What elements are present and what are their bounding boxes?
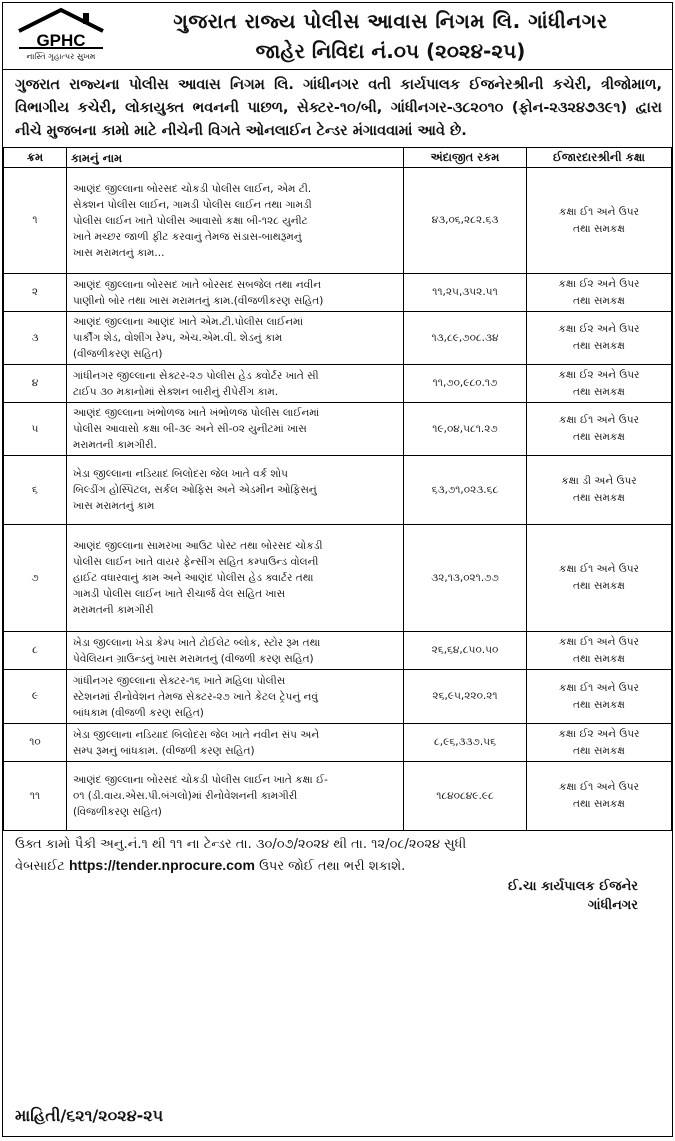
footer-website-suffix: ઉપર જોઈ તથા ભરી શકાશે. <box>259 859 406 874</box>
notice-title: ગુજરાત રાજ્ય પોલીસ આવાસ નિગમ લિ. ગાંધીનગર <box>173 9 608 33</box>
footer-website-line <box>15 855 662 877</box>
row-amount: ૧૩,૮૯,૭૦૮.૩૪ <box>404 312 527 365</box>
row-amount: ૧૧,૨૫,૩૫૨.૫૧ <box>404 274 527 312</box>
work-line: પોલીસ આવાસો કક્ષા બી-૩૯ અને સી-૦૨ યુનીટમાં ખાસ <box>73 423 307 435</box>
class-line: કક્ષા ઈ૧ અને ઉપર <box>559 414 639 426</box>
table-row <box>4 312 672 365</box>
row-contractor-class <box>527 525 672 632</box>
table-body <box>4 168 672 831</box>
class-line: કક્ષા ઈ૨ અને ઉપર <box>558 368 640 381</box>
work-line: ખેડા જીલ્લાના ખેડા કેમ્પ ખાતે ટોઈલેટ બ્લોક, સ્ટોર રૂમ તથા <box>73 636 321 649</box>
class-line: કક્ષા ડી અને ઉપર <box>561 475 637 487</box>
row-amount: ૮,૯૬,૩૩૭.૫૬ <box>404 724 527 762</box>
table-row <box>4 168 672 274</box>
header-work: કામનું નામ <box>67 148 404 168</box>
header-amount: અંદાજીત રકમ <box>404 148 527 168</box>
table-row <box>4 274 672 312</box>
row-sn: ૧ <box>4 168 67 274</box>
table-row <box>4 403 672 456</box>
tender-table <box>3 147 672 831</box>
row-contractor-class <box>527 456 672 525</box>
class-line: તથા સમકક્ષ <box>573 492 625 504</box>
work-line: પાણીનો બોર તથા ખાસ મરામતનું કામ.(વીજળીકરણ સહિત) <box>73 294 324 307</box>
footer-dates: ઉક્ત કામો પૈકી અનુ.નં.૧ થી ૧૧ ના ટેન્ડર તા. ૩૦/૦૭/૨૦૨૪ થી તા. ૧૨/૦૮/૨૦૨૪ સુધી <box>15 837 467 852</box>
row-work-name <box>67 724 404 762</box>
row-work-name <box>67 456 404 525</box>
row-contractor-class <box>527 632 672 670</box>
row-work-name <box>67 670 404 724</box>
class-line: તથા સમકક્ષ <box>573 580 625 592</box>
work-line: સમ્પ રૂમનું બાંધકામ. (વીજળી કરણ સહિત) <box>73 744 255 757</box>
work-line: પાર્કીંગ શેડ, વોશીંગ રેમ્પ, એચ.એમ.વી. શેડનું કામ <box>73 332 283 344</box>
tender-website-link[interactable]: https://tender.nprocure.com <box>69 857 255 873</box>
row-contractor-class <box>527 312 672 365</box>
tender-notice <box>2 2 673 1137</box>
class-line: કક્ષા ઈ૧ અને ઉપર <box>559 681 639 694</box>
work-line: આણંદ જીલ્લાના બોરસદ ખાતે બોરસદ સબજેલ તથા નવીન <box>73 278 322 291</box>
work-line: સ્ટેશનમાં રીનોવેશન તેમજ સેક્ટર-૨૭ ખાતે કેટલ ટ્રેપનું નવું <box>73 690 318 703</box>
class-line: તથા સમકક્ષ <box>573 385 625 398</box>
signature-block <box>3 877 672 915</box>
work-line: ગાંધીનગર જીલ્લાના સેક્ટર-૧૬ ખાતે મહિલા પોલીસ <box>73 674 286 687</box>
work-line: ખેડા જીલ્લાના નડિયાદ બિલોદરા જેલ ખાતે વર્ક શોપ <box>73 468 288 480</box>
work-line: આણંદ જીલ્લાના બોરસદ ચોકડી પોલીસ લાઈન, એમ ટી. <box>73 182 312 195</box>
row-amount: ૨૬,૬૪,૮૫૦.૫૦ <box>404 632 527 670</box>
work-line: મરામતની કામગીરી <box>73 604 154 616</box>
work-line: ગામડી પોલીસ લાઈન ખાતે રીચાર્જ વેલ સહિત ખાસ <box>73 588 286 600</box>
table-row <box>4 365 672 403</box>
row-work-name <box>67 274 404 312</box>
header-class: ઈજારદારશ્રીની કક્ષા <box>527 148 672 168</box>
row-sn: ૭ <box>4 525 67 632</box>
class-line: તથા સમકક્ષ <box>573 698 625 711</box>
row-amount: ૪૩,૦૬,૨૮૨.૬૩ <box>404 168 527 274</box>
table-row <box>4 670 672 724</box>
table-row <box>4 724 672 762</box>
class-line: તથા સમકક્ષ <box>573 798 625 810</box>
row-sn: ૩ <box>4 312 67 365</box>
work-line: ટાઈપ ૩૦ મકાનોમાં સેક્શન બારીનું રીપેરીંગ કામ. <box>73 385 279 398</box>
reference-number: માહિતી/૬૨૧/૨૦૨૪-૨૫ <box>15 1106 164 1125</box>
signatory-place: ગાંધીનગર <box>587 898 638 913</box>
work-line: સેક્શન પોલીસ લાઈન, ગામડી પોલીસ લાઈન તથા ગામડી <box>73 198 312 211</box>
row-work-name <box>67 762 404 831</box>
class-line: કક્ષા ઈ૧ અને ઉપર <box>559 635 639 648</box>
work-line: બિલ્ડીંગ હોસ્પિટલ, સર્કલ ઓફિસ અને એડમીન ઓફિસનું <box>73 484 317 496</box>
work-line: પેવેલિયન ગ્રાઉન્ડનું ખાસ મરામતનું (વીજળી કરણ સહિત) <box>73 652 314 665</box>
row-contractor-class <box>527 168 672 274</box>
row-work-name <box>67 632 404 670</box>
work-line: આણંદ જીલ્લાના સામરખા આઉટ પોસ્ટ તથા બોરસદ ચોકડી <box>73 540 323 552</box>
row-sn: ૧૧ <box>4 762 67 831</box>
class-line: તથા સમકક્ષ <box>573 431 625 443</box>
row-work-name <box>67 365 404 403</box>
footer-note <box>3 831 672 877</box>
row-sn: ૯ <box>4 670 67 724</box>
row-contractor-class <box>527 670 672 724</box>
class-line: તથા સમકક્ષ <box>573 652 625 665</box>
work-line: પોલીસ લાઈન ખાતે વાયર ફેન્સીંગ સહિત કમ્પાઉન્ડ વોલની <box>73 556 319 568</box>
row-contractor-class <box>527 762 672 831</box>
work-line: પોલીસ લાઈન ખાતે પોલીસ આવાસો કક્ષા બી-૧૨૮ યુનીટ <box>73 214 308 227</box>
row-sn: ૪ <box>4 365 67 403</box>
notice-header <box>3 3 672 70</box>
intro-paragraph: ગુજરાત રાજ્યના પોલીસ આવાસ નિગમ લિ. ગાંધીનગર વતી કાર્યપાલક ઈજનેરશ્રીની કચેરી, ત્રીજોમાળ, વિભાગીય કચેરી, લોકાયુક્ત ભવનની પાછળ, સેક્ટર-૧૦/બી, ગાંધીનગર-૩૮૨૦૧૦ (ફોન-૨૩૨૪૭૩૯૧) દ્વારા નીચે મુજબના કામો માટે નીચેની વિગતે ઓનલાઈન ટેન્ડર મંગાવવામાં આવે છે. <box>15 77 662 139</box>
work-line: આણંદ જીલ્લાના બોરસદ ચોકડી પોલીસ લાઈન ખાતે કક્ષા ઈ- <box>73 774 328 786</box>
class-line: કક્ષા ઈ૧ અને ઉપર <box>559 205 639 218</box>
class-line: કક્ષા ઈ૧ અને ઉપર <box>559 563 639 575</box>
row-sn: ૨ <box>4 274 67 312</box>
work-line: ૦૧ (ડી.વાય.એસ.પી.બંગલો)માં રીનોવેશનની કામગીરી <box>73 790 298 802</box>
row-work-name <box>67 168 404 274</box>
table-row <box>4 632 672 670</box>
work-line: આણંદ જીલ્લાના ખંભોળજ ખાતે ખંભોળજ પોલીસ લાઈનમાં <box>73 407 320 419</box>
work-line: ખાસ મરામતનું કામ... <box>73 246 165 259</box>
class-line: તથા સમકક્ષ <box>573 294 625 307</box>
row-amount: ૧૮૪૦૮૪૯.૯૮ <box>404 762 527 831</box>
work-line: ગાંધીનગર જીલ્લાના સેક્ટર-૨૭ પોલીસ હેડ ક્વોર્ટર ખાતે સી <box>73 369 319 382</box>
table-row <box>4 762 672 831</box>
class-line: કક્ષા ઈ૨ અને ઉપર <box>558 727 640 740</box>
house-logo-icon <box>11 7 111 51</box>
row-amount: ૨૬,૯૫,૨૨૦.૨૧ <box>404 670 527 724</box>
row-contractor-class <box>527 365 672 403</box>
row-contractor-class <box>527 274 672 312</box>
work-line: ખાતે મચ્છર જાળી ફીટ કરવાનું તેમજ સંડાસ-બાથરૂમનું <box>73 230 302 243</box>
row-sn: ૬ <box>4 456 67 525</box>
work-line: આણંદ જીલ્લાના આણંદ ખાતે એમ.ટી.પોલીસ લાઈનમાં <box>73 316 304 328</box>
class-line: કક્ષા ઈ૧ અને ઉપર <box>559 781 639 793</box>
row-sn: ૧૦ <box>4 724 67 762</box>
row-work-name <box>67 403 404 456</box>
table-row <box>4 456 672 525</box>
signatory-title: ઈ.ચા કાર્યપાલક ઈજનેર <box>508 879 638 894</box>
work-line: ખાસ મરામતનું કામ <box>73 500 155 512</box>
notice-number: જાહેર નિવિદા નં.૦૫ (૨૦૨૪-૨૫) <box>255 39 526 63</box>
gphc-logo <box>11 7 111 65</box>
row-amount: ૧૯,૦૪,૫૮૧.૨૭ <box>404 403 527 456</box>
footer-website-prefix: વેબસાઈટ <box>15 859 65 874</box>
row-amount: ૧૧,૭૦,૯૮૦.૧૭ <box>404 365 527 403</box>
row-contractor-class <box>527 403 672 456</box>
header-sn: ક્રમ <box>4 148 67 168</box>
class-line: તથા સમકક્ષ <box>573 222 625 235</box>
work-line: ખેડા જીલ્લાના નડિયાદ બિલોદરા જેલ ખાતે નવીન સંપ અને <box>73 728 320 741</box>
row-contractor-class <box>527 724 672 762</box>
work-line: (વિજળીકરણ સહિત) <box>73 806 162 818</box>
work-line: બાંધકામ (વીજળી કરણ સહિત) <box>73 706 204 719</box>
row-work-name <box>67 312 404 365</box>
row-sn: ૫ <box>4 403 67 456</box>
row-amount: ૬૩,૭૧,૦૨૩.૬૮ <box>404 456 527 525</box>
logo-motto: નાસ્તિ ગૃહાત્પર સુખમ <box>26 52 96 61</box>
svg-text:GPHC: GPHC <box>36 31 86 50</box>
table-row <box>4 525 672 632</box>
work-line: હાઈટ વધારવાનું કામ અને આણંદ પોલીસ હેડ ક્વાર્ટર તથા <box>73 572 314 584</box>
class-line: તથા સમકક્ષ <box>573 744 625 757</box>
work-line: મરામતની કામગીરી. <box>73 439 157 451</box>
row-amount: ૩૨,૧૩,૦૨૧.૭૭ <box>404 525 527 632</box>
class-line: તથા સમકક્ષ <box>573 340 625 352</box>
row-work-name <box>67 525 404 632</box>
class-line: કક્ષા ઈ૨ અને ઉપર <box>558 323 640 335</box>
row-sn: ૮ <box>4 632 67 670</box>
class-line: કક્ષા ઈ૨ અને ઉપર <box>558 277 640 290</box>
table-header-row <box>4 148 672 168</box>
work-line: (વીજળીકરણ સહિત) <box>73 348 163 360</box>
